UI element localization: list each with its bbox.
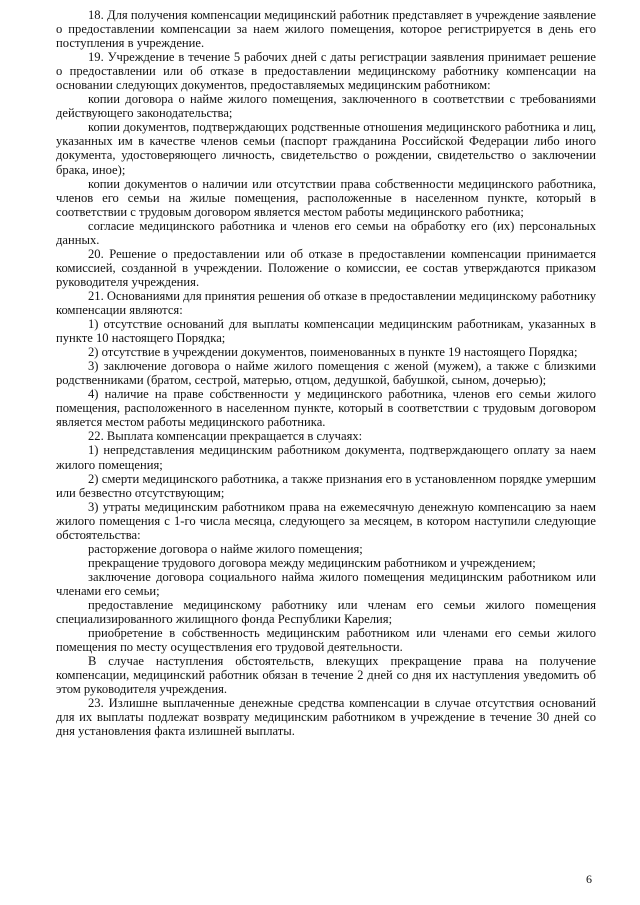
paragraph-19: 19. Учреждение в течение 5 рабочих дней с даты регистрации заявления принимает решение о предоставлении или об отказе в предоставлении медицинскому работнику компенсации на основании следующих документов, предоставляемых медицинским работником: [56, 50, 596, 93]
paragraph-20: 20. Решение о предоставлении или об отказе в предоставлении компенсации принимается комиссией, созданной в учреждении. Положение о комиссии, ее состав утверждаются приказом руководителя учреждения. [56, 246, 596, 289]
sub-item-employment-termination: прекращение трудового договора между медицинским работником и учреждением; [88, 555, 536, 570]
paragraph-22: 22. Выплата компенсации прекращается в случаях: [88, 429, 363, 444]
document-body [56, 8, 596, 738]
paragraph-notification: В случае наступления обстоятельств, влекущих прекращение права на получение компенсации, медицинский работник обязан в течение 2 дней со дня их наступления уведомить об этом руководителя учреждения. [56, 654, 596, 697]
list-item-contract-copy: копии договора о найме жилого помещения, заключенного в соответствии с требованиями действующего законодательства; [56, 92, 596, 121]
list-item-ownership-docs: копии документов о наличии или отсутствии права собственности медицинского работника, членов его семьи на жилые помещения, расположенные в населенном пункте, который в соответствии с трудовым договором является местом работы медицинского работника; [56, 176, 596, 219]
paragraph-23: 23. Излишне выплаченные денежные средства компенсации в случае отсутствия оснований для их выплаты подлежат возврату медицинским работником в учреждение в течение 30 дней со дня установления факта излишней выплаты. [56, 696, 596, 739]
list-item-21-3: 3) заключение договора о найме жилого помещения с женой (мужем), а также с близкими родственниками (братом, сестрой, матерью, отцом, дедушкой, бабушкой, сыном, дочерью); [56, 359, 596, 388]
list-item-kinship-docs: копии документов, подтверждающих родственные отношения медицинского работника и лиц, указанных им в качестве членов семьи (паспорт гражданина Российской Федерации либо иного документа, удостоверяющего личность, свидетельство о рождении, свидетельство о заключении брака, иное); [56, 120, 596, 177]
list-item-22-2: 2) смерти медицинского работника, а также признания его в установленном порядке умершим или безвестно отсутствующим; [56, 471, 596, 500]
list-item-data-consent: согласие медицинского работника и членов его семьи на обработку его (их) персональных данных. [56, 218, 596, 247]
list-item-22-3: 3) утраты медицинским работником права на ежемесячную денежную компенсацию за наем жилого помещения с 1-го числа месяца, следующего за месяцем, в котором наступили следующие обстоятельства: [56, 499, 596, 542]
sub-item-specialized-housing: предоставление медицинскому работнику или членам его семьи жилого помещения специализированного жилищного фонда Республики Карелия; [56, 597, 596, 627]
list-item-22-1: 1) непредставления медицинским работником документа, подтверждающего оплату за наем жилого помещения; [56, 443, 596, 472]
list-item-21-4: 4) наличие на праве собственности у медицинского работника, членов его семьи жилого помещения, расположенного в населенном пункте, который в соответствии с трудовым договором является местом работы медицинского работника. [56, 387, 596, 430]
list-item-21-1: 1) отсутствие оснований для выплаты компенсации медицинским работникам, указанных в пункте 10 настоящего Порядка; [56, 317, 596, 346]
page-number: 6 [586, 872, 592, 886]
list-item-21-2: 2) отсутствие в учреждении документов, поименованных в пункте 19 настоящего Порядка; [88, 345, 578, 360]
sub-item-property-acquisition: приобретение в собственность медицинским работником или членами его семьи жилого помещения по месту осуществления его трудовой деятельности. [56, 626, 596, 655]
sub-item-lease-termination: расторжение договора о найме жилого помещения; [88, 541, 363, 556]
sub-item-social-lease: заключение договора социального найма жилого помещения медицинским работником или членами его семьи; [56, 569, 596, 598]
paragraph-18: 18. Для получения компенсации медицинский работник представляет в учреждение заявление о предоставлении компенсации за наем жилого помещения, которое регистрируется в день его поступления в учреждение. [56, 8, 596, 51]
paragraph-21: 21. Основаниями для принятия решения об отказе в предоставлении медицинскому работнику компенсации являются: [56, 288, 596, 317]
